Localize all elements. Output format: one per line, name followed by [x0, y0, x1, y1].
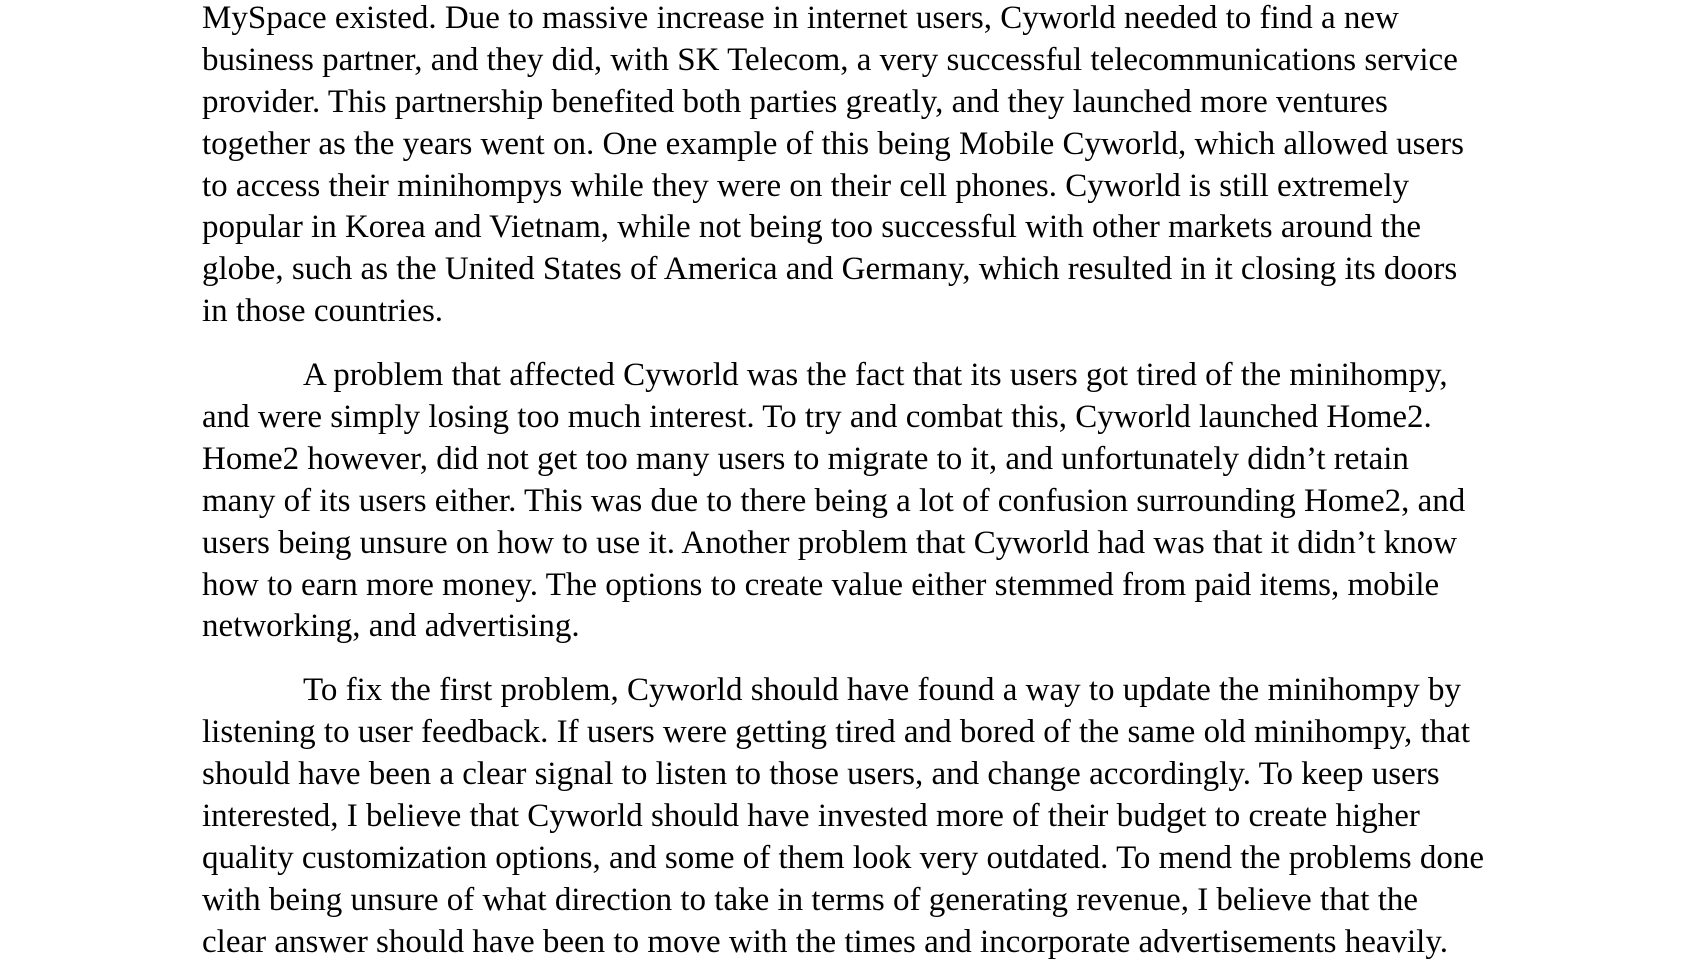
paragraph-line: together as the years went on. One example of this being Mobile Cyworld, which allowed users: [202, 125, 1464, 162]
paragraph-line: and were simply losing too much interest. To try and combat this, Cyworld launched Home2.: [202, 399, 1432, 436]
paragraph-1: [202, 0, 1532, 333]
paragraph-line: should have been a clear signal to listen to those users, and change accordingly. To keep users: [202, 756, 1440, 793]
paragraph-line: business partner, and they did, with SK Telecom, a very successful telecommunications service: [202, 41, 1458, 78]
paragraph-line: in those countries.: [202, 293, 444, 330]
paragraph-spacer: [202, 333, 1532, 355]
paragraph-line: users being unsure on how to use it. Another problem that Cyworld had was that it didn’t know: [202, 524, 1458, 561]
paragraph-line: MySpace existed. Due to massive increase in internet users, Cyworld needed to find a new: [202, 0, 1399, 36]
paragraph-line: Home2 however, did not get too many users to migrate to it, and unfortunately didn’t retain: [202, 440, 1409, 477]
paragraph-line: interested, I believe that Cyworld should have invested more of their budget to create higher: [202, 798, 1420, 835]
paragraph-2: [202, 355, 1532, 648]
paragraph-line: how to earn more money. The options to create value either stemmed from paid items, mobile: [202, 566, 1440, 603]
paragraph-line: quality customization options, and some of them look very outdated. To mend the problems done: [202, 839, 1485, 876]
document-body: [202, 0, 1532, 964]
paragraph-line: A problem that affected Cyworld was the fact that its users got tired of the minihompy,: [303, 357, 1448, 394]
paragraph-line: clear answer should have been to move with the times and incorporate advertisements heavily.: [202, 923, 1448, 960]
paragraph-line: with being unsure of what direction to take in terms of generating revenue, I believe that the: [202, 881, 1419, 918]
paragraph-3: [202, 670, 1532, 963]
paragraph-line: To fix the first problem, Cyworld should have found a way to update the minihompy by: [303, 672, 1461, 709]
paragraph-line: globe, such as the United States of America and Germany, which resulted in it closing its doors: [202, 251, 1458, 288]
paragraph-line: popular in Korea and Vietnam, while not being too successful with other markets around the: [202, 209, 1422, 246]
paragraph-line: provider. This partnership benefited both parties greatly, and they launched more ventures: [202, 83, 1388, 120]
paragraph-line: networking, and advertising.: [202, 608, 580, 645]
paragraph-line: many of its users either. This was due to there being a lot of confusion surrounding Home2, and: [202, 482, 1466, 519]
paragraph-line: listening to user feedback. If users were getting tired and bored of the same old minihompy, that: [202, 714, 1471, 751]
paragraph-line: to access their minihompys while they were on their cell phones. Cyworld is still extremely: [202, 167, 1409, 204]
paragraph-spacer: [202, 648, 1532, 670]
